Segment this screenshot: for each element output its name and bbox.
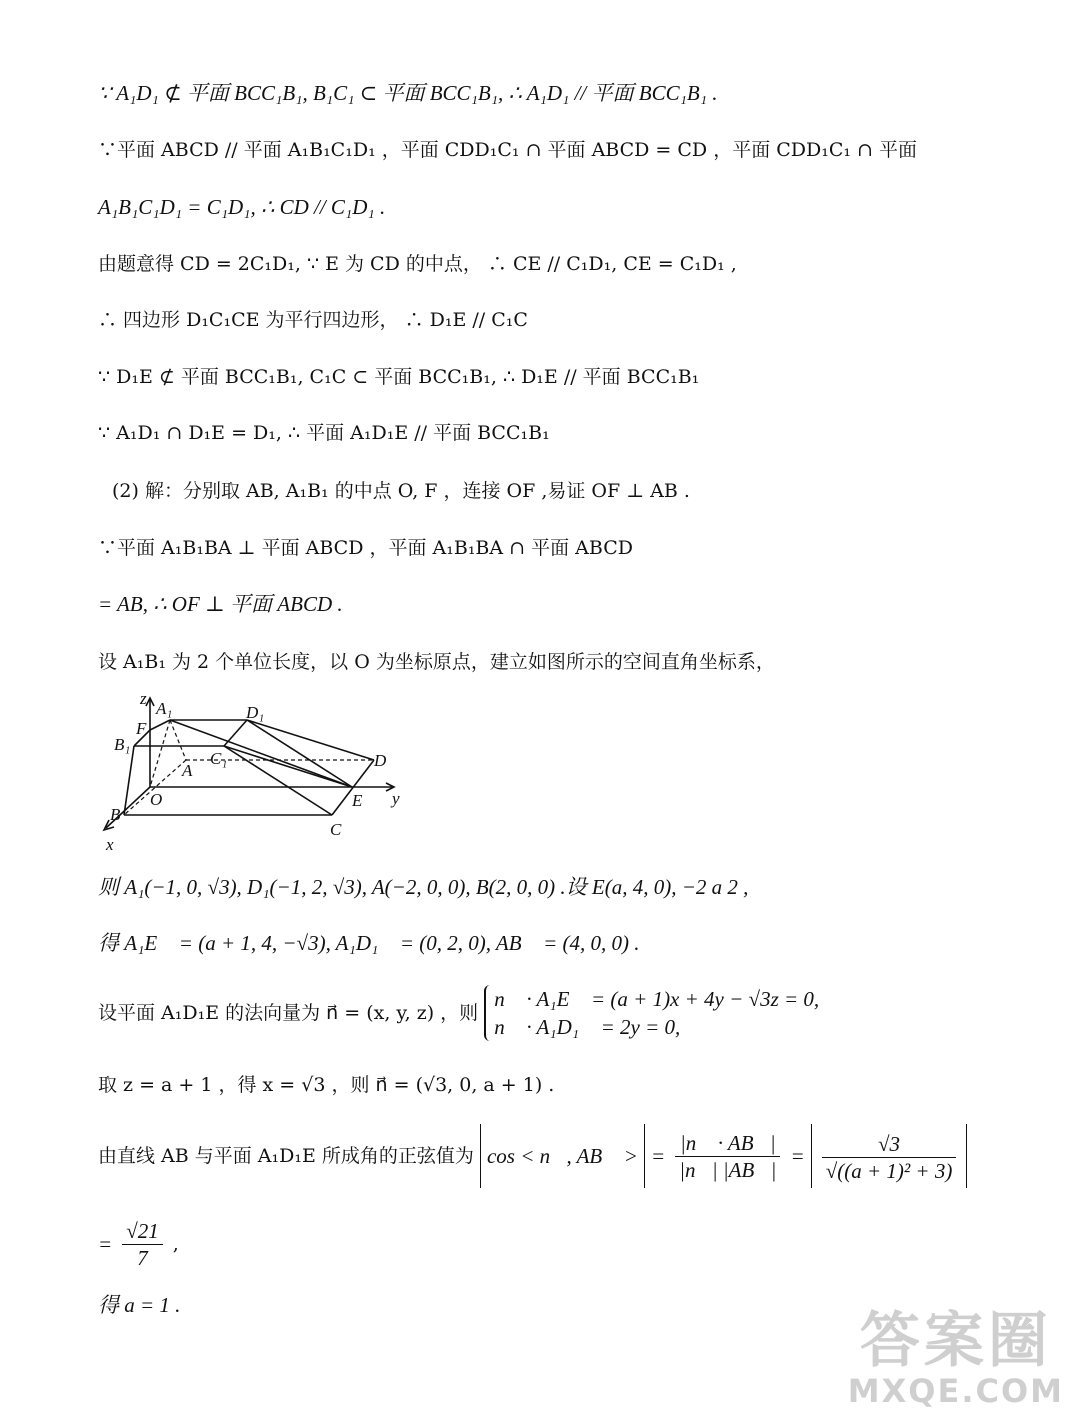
- label-d1: D₁: [246, 703, 265, 722]
- watermark: [847, 1306, 1064, 1410]
- equation-2: n⃗ · A₁D₁⃗ = 2y = 0,: [494, 1015, 681, 1039]
- proof-line-5: ∴ 四边形 D₁C₁CE 为平行四边形， ∴ D₁E // C₁C: [98, 309, 528, 331]
- normal-vector-result: 取 z = a + 1 ，得 x = √3 ，则 n⃗ = (√3, 0, a + 1) .: [98, 1074, 555, 1096]
- label-f: F: [136, 719, 147, 738]
- proof-line-3: A₁B₁C₁D₁ = C₁D₁, ∴ CD // C₁D₁ .: [98, 195, 386, 219]
- value-fraction: $\frac{√3}{\text{√((a + 1)² + 3)}}$: [822, 1131, 957, 1184]
- part2-line-3: = AB, ∴ OF ⊥ 平面 ABCD .: [98, 592, 343, 616]
- vectors-line: 得 A₁E⃗ = (a + 1, 4, −√3), A₁D₁⃗ = (0, 2, 0), AB⃗ = (4, 0, 0) .: [98, 931, 640, 955]
- sqrt21-over-7: $\frac{√21}{7}$: [122, 1218, 163, 1271]
- part2-line-2: ∵平面 A₁B₁BA ⊥ 平面 ABCD ，平面 A₁B₁BA ∩ 平面 ABCD: [98, 537, 633, 559]
- hidden-a1-a: [170, 720, 186, 760]
- final-answer: 得 a = 1 .: [98, 1293, 181, 1317]
- label-d: D: [374, 751, 387, 770]
- label-x: x: [106, 835, 114, 854]
- edge-d1-d: [247, 720, 374, 760]
- watermark-url: MXQE.COM: [847, 1372, 1064, 1410]
- part2-intro: (2) 解：分别取 AB, A₁B₁ 的中点 O, F ，连接 OF ,易证 OF ⊥ AB .: [112, 480, 690, 502]
- watermark-logo-text: 答案圈: [859, 1306, 1052, 1376]
- label-c: C: [330, 820, 342, 839]
- normal-vector-line: 设平面 A₁D₁E 的法向量为 n⃗ = (x, y, z) ，则 n⃗ · A₁E⃗ = (a + 1)x + 4y − √3z = 0, n⃗ · A₁D₁⃗ = 2y = 0,: [98, 987, 820, 1039]
- hidden-a1-o: [150, 720, 170, 787]
- cos-abs: cos < n⃗, AB⃗ >: [480, 1124, 645, 1188]
- proof-line-2: ∵平面 ABCD // 平面 A₁B₁C₁D₁ ，平面 CDD₁C₁ ∩ 平面 ABCD = CD ，平面 CDD₁C₁ ∩ 平面: [98, 139, 918, 161]
- proof-line-7: ∵ A₁D₁ ∩ D₁E = D₁, ∴ 平面 A₁D₁E // 平面 BCC₁B₁: [98, 422, 550, 444]
- label-o: O: [150, 790, 163, 809]
- label-y: y: [392, 789, 400, 808]
- sine-value-line: = $\frac{√21}{7}$ ,: [98, 1218, 179, 1270]
- proof-line-6: ∵ D₁E ⊄ 平面 BCC₁B₁, C₁C ⊂ 平面 BCC₁B₁, ∴ D₁E // 平面 BCC₁B₁: [98, 366, 700, 388]
- coordinate-figure: [100, 692, 420, 857]
- proof-line-1: ∵ A₁D₁ ⊄ 平面 BCC₁B₁, B₁C₁ ⊂ 平面 BCC₁B₁, ∴ A₁D₁ // 平面 BCC₁B₁ .: [98, 81, 718, 105]
- equation-system: [484, 985, 819, 1041]
- edge-c1-c: [224, 746, 332, 815]
- value-abs: [811, 1124, 968, 1188]
- label-b: B: [110, 805, 121, 824]
- label-e: E: [352, 791, 363, 810]
- label-a: A: [182, 761, 193, 780]
- cos-fraction: $\frac{|n⃗ \cdot AB⃗|}{|n⃗| |AB⃗|}$: [675, 1130, 780, 1183]
- label-b1: B₁: [114, 735, 131, 754]
- label-c1: C₁: [210, 749, 228, 768]
- edge-a1-e: [170, 720, 352, 787]
- label-z: z: [140, 692, 147, 708]
- sine-formula-line: 由直线 AB 与平面 A₁D₁E 所成角的正弦值为 cos < n⃗, AB⃗ > = $\frac{|n⃗ \cdot AB⃗|}{|n⃗| |AB⃗|}$ = $\frac{√3}{\text{√((a + 1)² + 3)}}$: [98, 1124, 967, 1188]
- edge-b1-b: [124, 746, 134, 815]
- edge-c1-e: [224, 746, 352, 787]
- equation-1: n⃗ · A₁E⃗ = (a + 1)x + 4y − √3z = 0,: [494, 987, 820, 1011]
- coordinate-setup: 设 A₁B₁ 为 2 个单位长度，以 O 为坐标原点，建立如图所示的空间直角坐标系，: [98, 651, 775, 673]
- proof-line-4: 由题意得 CD = 2C₁D₁, ∵ E 为 CD 的中点， ∴ CE // C₁D₁, CE = C₁D₁ ,: [98, 253, 737, 275]
- edge-c1-d1: [224, 720, 247, 746]
- coordinates-line: 则 A₁(−1, 0, √3), D₁(−1, 2, √3), A(−2, 0, 0), B(2, 0, 0) .设 E(a, 4, 0), −2 a 2 ,: [98, 875, 749, 899]
- label-a1: A₁: [156, 699, 173, 718]
